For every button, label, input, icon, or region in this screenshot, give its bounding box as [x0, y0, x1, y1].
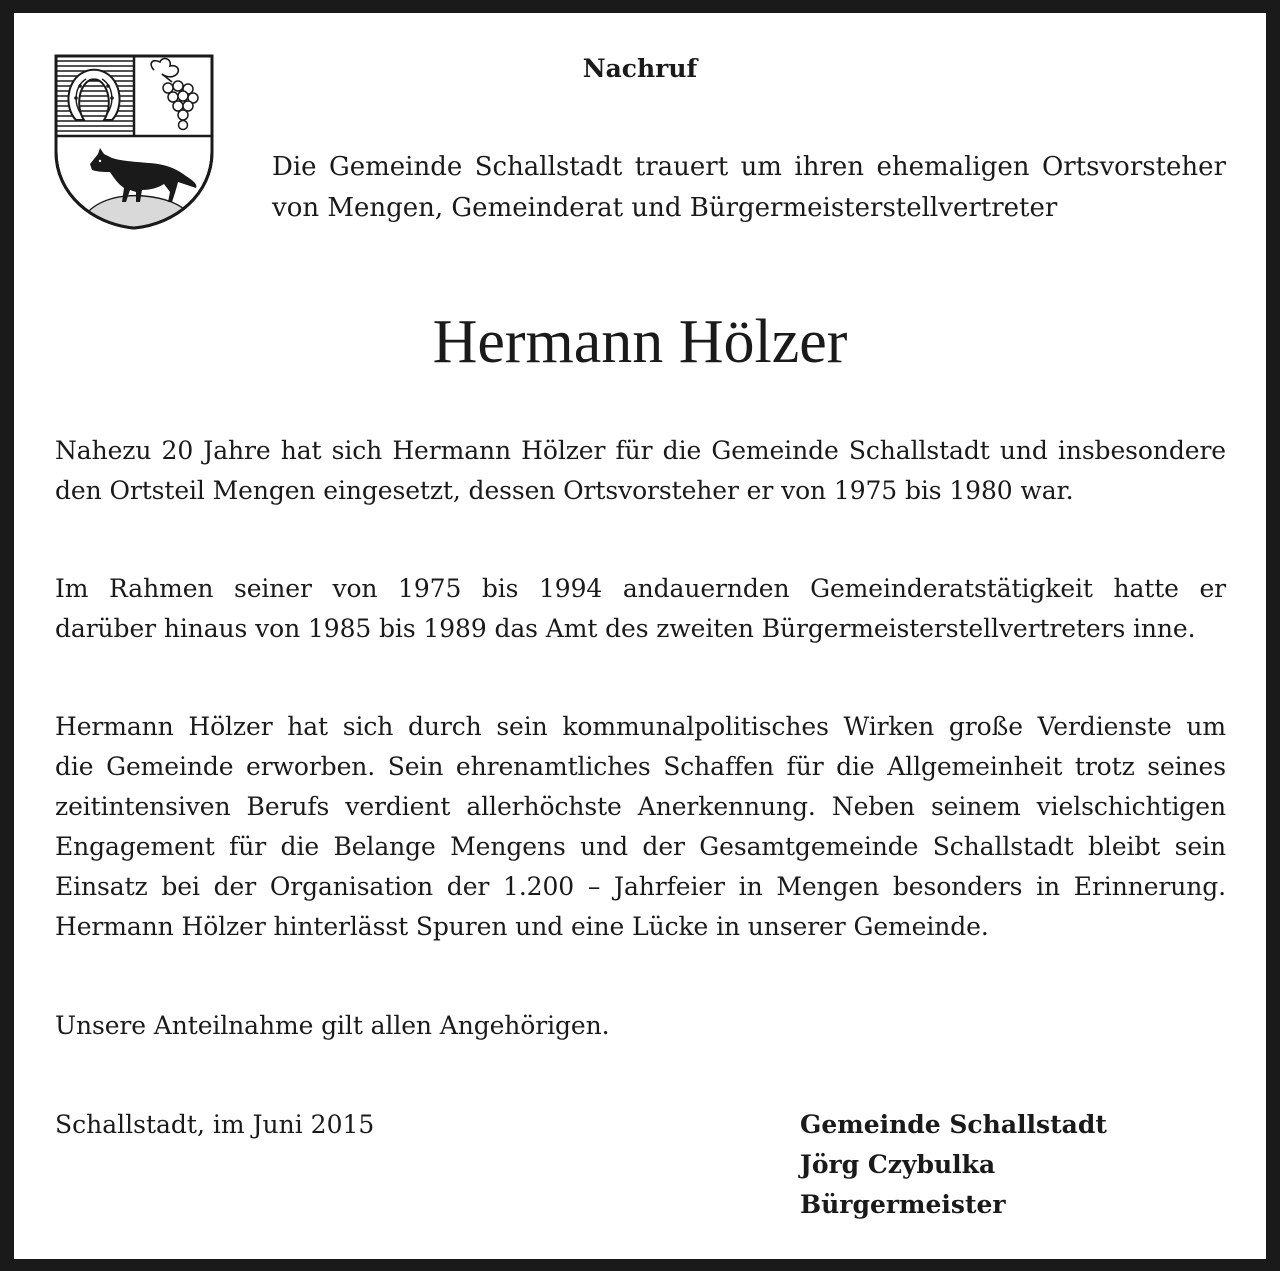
signature-title: Bürgermeister [800, 1190, 1006, 1219]
paragraph-line: Engagement für die Belange Mengens und der Gesamtgemeinde Schallstadt bleibt sein [55, 832, 1226, 861]
paragraph-line: Im Rahmen seiner von 1975 bis 1994 andauernden Gemeinderatstätigkeit hatte er [55, 574, 1226, 603]
paragraph-line: Hermann Hölzer hinterlässt Spuren und eine Lücke in unserer Gemeinde. [55, 912, 989, 941]
paragraph-merits [55, 707, 1226, 947]
paragraph-line: den Ortsteil Mengen eingesetzt, dessen Ortsvorsteher er von 1975 bis 1980 war. [55, 476, 1074, 505]
paragraph-line: darüber hinaus von 1985 bis 1989 das Amt des zweiten Bürgermeisterstellvertreters inne. [55, 614, 1196, 643]
place-date: Schallstadt, im Juni 2015 [55, 1110, 375, 1139]
paragraph-council [55, 569, 1226, 649]
paragraph-line: Hermann Hölzer hat sich durch sein kommunalpolitisches Wirken große Verdienste um [55, 712, 1226, 741]
paragraph-line: die Gemeinde erworben. Sein ehrenamtliches Schaffen für die Allgemeinheit trotz seines [55, 752, 1226, 781]
paragraph-line: Nahezu 20 Jahre hat sich Hermann Hölzer für die Gemeinde Schallstadt und insbesondere [55, 436, 1226, 465]
paragraph-line: zeitintensiven Berufs verdient allerhöchste Anerkennung. Neben seinem vielschichtigen [55, 792, 1226, 821]
paragraph-line: Unsere Anteilnahme gilt allen Angehörigen. [55, 1011, 610, 1040]
signature-person: Jörg Czybulka [800, 1150, 996, 1179]
paragraph-tenure [55, 431, 1226, 511]
deceased-name: Hermann Hölzer [432, 308, 848, 376]
signature-organization: Gemeinde Schallstadt [800, 1110, 1107, 1139]
intro-text [272, 147, 1226, 229]
paragraph-condolence [55, 1006, 1226, 1046]
coat-of-arms [54, 54, 214, 230]
heading: Nachruf [582, 54, 698, 83]
paragraph-line: Einsatz bei der Organisation der 1.200 – Jahrfeier in Mengen besonders in Erinnerung. [55, 872, 1226, 901]
intro-line: Die Gemeinde Schallstadt trauert um ihren ehemaligen Ortsvorsteher [272, 152, 1226, 182]
signature-block [800, 1105, 1107, 1225]
intro-line: von Mengen, Gemeinderat und Bürgermeisterstellvertreter [272, 193, 1058, 223]
